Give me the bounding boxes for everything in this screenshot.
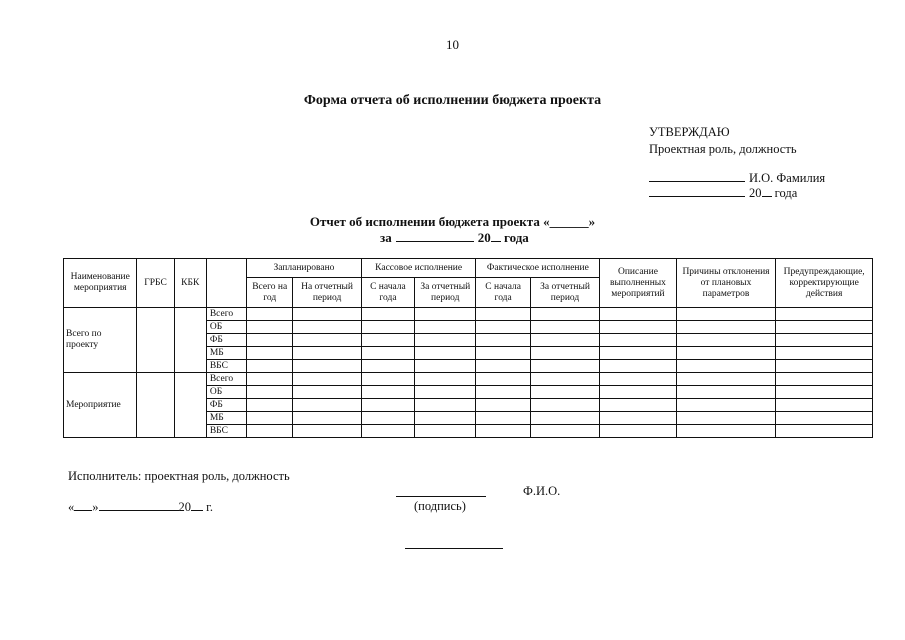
data-cell	[247, 321, 293, 334]
data-cell	[530, 308, 599, 321]
data-cell	[361, 412, 414, 425]
data-cell	[600, 334, 676, 347]
data-cell	[676, 334, 776, 347]
data-cell	[415, 399, 476, 412]
data-cell	[293, 425, 361, 438]
blank-underline	[491, 230, 501, 242]
data-cell	[247, 412, 293, 425]
data-cell	[776, 399, 873, 412]
fio-label: Ф.И.О.	[523, 484, 561, 498]
data-cell	[676, 399, 776, 412]
header-kbk: КБК	[174, 259, 206, 308]
header-actions: Предупреждающие, корректирующие действия	[776, 259, 873, 308]
data-cell	[776, 373, 873, 386]
data-cell	[530, 334, 599, 347]
data-cell	[600, 308, 676, 321]
data-cell	[293, 399, 361, 412]
blank-underline	[74, 499, 92, 511]
data-cell	[776, 308, 873, 321]
date-close-quote: »	[92, 500, 99, 514]
data-cell	[530, 399, 599, 412]
funding-source-label: ОБ	[206, 386, 246, 399]
approval-year-suffix: года	[771, 186, 798, 200]
group-label: Всего по проекту	[64, 308, 137, 373]
data-cell	[415, 425, 476, 438]
header-actual-start: С начала года	[476, 278, 530, 308]
kbk-cell	[174, 373, 206, 438]
data-cell	[415, 334, 476, 347]
data-cell	[600, 360, 676, 373]
data-cell	[530, 321, 599, 334]
data-cell	[600, 399, 676, 412]
funding-source-label: МБ	[206, 347, 246, 360]
data-cell	[530, 425, 599, 438]
header-cash-period: За отчетный период	[415, 278, 476, 308]
data-cell	[476, 425, 530, 438]
data-cell	[361, 386, 414, 399]
data-cell	[530, 360, 599, 373]
data-cell	[415, 321, 476, 334]
group-label: Мероприятие	[64, 373, 137, 438]
header-planned: Запланировано	[247, 259, 362, 278]
header-description: Описание выполненных мероприятий	[600, 259, 676, 308]
funding-source-label: ВБС	[206, 360, 246, 373]
data-cell	[247, 334, 293, 347]
data-cell	[676, 321, 776, 334]
data-cell	[247, 386, 293, 399]
data-cell	[776, 386, 873, 399]
table-body	[64, 308, 873, 438]
data-cell	[776, 360, 873, 373]
report-period-suffix: года	[500, 230, 529, 245]
data-cell	[476, 386, 530, 399]
data-cell	[476, 412, 530, 425]
data-cell	[415, 308, 476, 321]
header-planned-period: На отчетный период	[293, 278, 361, 308]
blank-underline	[649, 170, 745, 182]
data-cell	[600, 425, 676, 438]
data-cell	[293, 373, 361, 386]
data-cell	[600, 347, 676, 360]
approval-year-prefix: 20	[749, 186, 762, 200]
data-cell	[415, 347, 476, 360]
data-cell	[476, 334, 530, 347]
data-cell	[676, 347, 776, 360]
page-number: 10	[446, 37, 459, 52]
approval-block	[649, 124, 797, 158]
header-grbs: ГРБС	[137, 259, 174, 308]
data-cell	[293, 412, 361, 425]
data-cell	[530, 373, 599, 386]
report-period	[380, 230, 529, 246]
data-cell	[476, 308, 530, 321]
kbk-cell	[174, 308, 206, 373]
data-cell	[676, 386, 776, 399]
executor-date-line	[68, 499, 213, 515]
data-cell	[361, 347, 414, 360]
blank-underline	[396, 230, 474, 242]
data-cell	[361, 373, 414, 386]
data-cell	[293, 308, 361, 321]
funding-source-label: МБ	[206, 412, 246, 425]
data-cell	[530, 386, 599, 399]
funding-source-label: ОБ	[206, 321, 246, 334]
date-open-quote: «	[68, 500, 75, 514]
data-cell	[676, 373, 776, 386]
data-cell	[676, 308, 776, 321]
data-cell	[530, 412, 599, 425]
header-reasons: Причины отклонения от плановых параметров	[676, 259, 776, 308]
data-cell	[247, 373, 293, 386]
blank-underline	[191, 499, 203, 511]
approval-role: Проектная роль, должность	[649, 142, 797, 156]
approval-name-line	[649, 170, 825, 186]
data-cell	[600, 373, 676, 386]
data-cell	[415, 360, 476, 373]
report-title: Отчет об исполнении бюджета проекта «______»	[309, 214, 596, 229]
data-cell	[361, 308, 414, 321]
funding-source-label: Всего	[206, 308, 246, 321]
data-cell	[476, 399, 530, 412]
funding-source-label: Всего	[206, 373, 246, 386]
report-period-prefix: за	[380, 230, 392, 245]
table-row	[64, 308, 873, 321]
funding-source-label: ФБ	[206, 334, 246, 347]
data-cell	[247, 360, 293, 373]
data-cell	[293, 321, 361, 334]
data-cell	[676, 425, 776, 438]
approval-heading: УТВЕРЖДАЮ	[649, 125, 730, 139]
funding-source-label: ФБ	[206, 399, 246, 412]
date-suffix: г.	[203, 500, 213, 514]
data-cell	[247, 399, 293, 412]
grbs-cell	[137, 308, 174, 373]
header-actual-period: За отчетный период	[530, 278, 599, 308]
grbs-cell	[137, 373, 174, 438]
signature-caption: (подпись)	[414, 499, 466, 513]
data-cell	[600, 321, 676, 334]
header-name: Наименование мероприятия	[64, 259, 137, 308]
bottom-signature-line	[405, 548, 503, 549]
blank-underline	[99, 499, 179, 511]
approval-name: И.О. Фамилия	[749, 171, 826, 185]
data-cell	[476, 373, 530, 386]
document-title: Форма отчета об исполнении бюджета проекта	[303, 93, 602, 108]
data-cell	[676, 412, 776, 425]
data-cell	[600, 386, 676, 399]
data-cell	[361, 334, 414, 347]
data-cell	[361, 321, 414, 334]
executor-line: Исполнитель: проектная роль, должность	[68, 469, 290, 483]
data-cell	[776, 412, 873, 425]
table-row	[64, 373, 873, 386]
date-year: 20	[178, 500, 191, 514]
data-cell	[676, 360, 776, 373]
funding-source-label: ВБС	[206, 425, 246, 438]
data-cell	[361, 360, 414, 373]
data-cell	[776, 334, 873, 347]
data-cell	[776, 321, 873, 334]
data-cell	[415, 412, 476, 425]
data-cell	[293, 347, 361, 360]
data-cell	[247, 425, 293, 438]
signature-line	[396, 496, 486, 497]
budget-report-table	[63, 258, 873, 438]
data-cell	[415, 386, 476, 399]
data-cell	[776, 347, 873, 360]
data-cell	[776, 425, 873, 438]
approval-date-line	[649, 185, 797, 201]
header-cash: Кассовое исполнение	[361, 259, 476, 278]
header-source	[206, 259, 246, 308]
data-cell	[530, 347, 599, 360]
data-cell	[293, 386, 361, 399]
header-planned-total: Всего на год	[247, 278, 293, 308]
report-period-year: 20	[477, 230, 491, 245]
data-cell	[247, 347, 293, 360]
data-cell	[415, 373, 476, 386]
data-cell	[361, 425, 414, 438]
data-cell	[476, 347, 530, 360]
blank-underline	[762, 185, 772, 197]
data-cell	[600, 412, 676, 425]
data-cell	[476, 321, 530, 334]
header-actual: Фактическое исполнение	[476, 259, 600, 278]
blank-underline	[649, 185, 745, 197]
data-cell	[476, 360, 530, 373]
data-cell	[247, 308, 293, 321]
header-cash-start: С начала года	[361, 278, 414, 308]
data-cell	[293, 334, 361, 347]
data-cell	[293, 360, 361, 373]
data-cell	[361, 399, 414, 412]
